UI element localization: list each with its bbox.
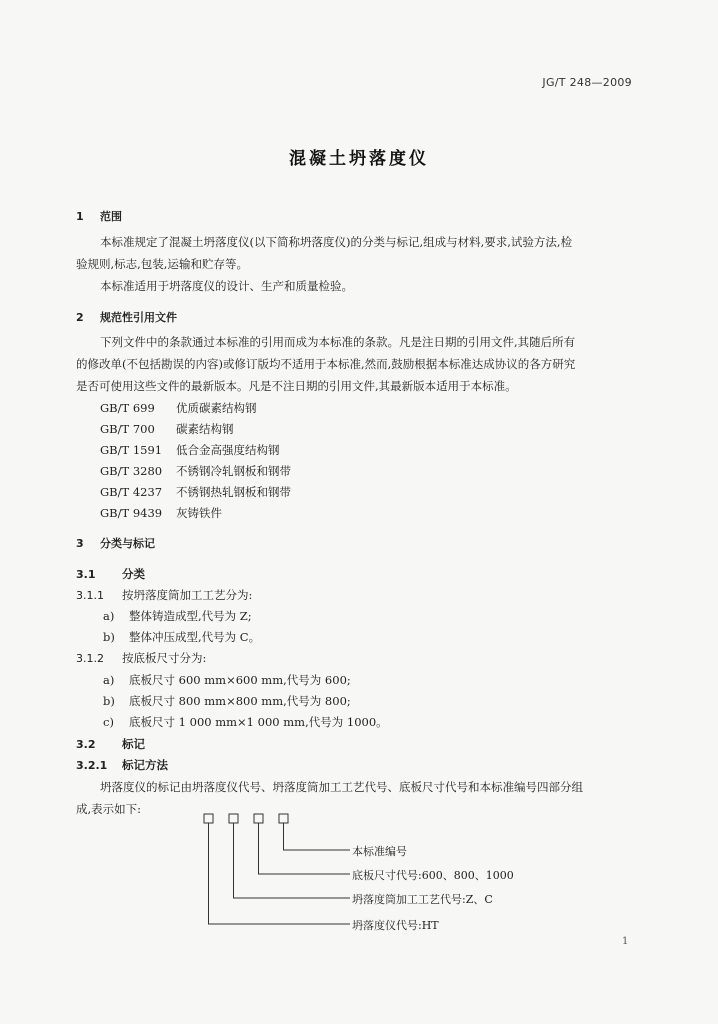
section-number: 2 bbox=[76, 311, 84, 324]
reference-code: GB/T 1591 bbox=[100, 443, 163, 457]
section-1-scope-paragraph: 本标准适用于坍落度仪的设计、生产和质量检验。 bbox=[100, 279, 353, 293]
reference-name: 碳素结构钢 bbox=[176, 422, 234, 436]
list-text: 底板尺寸 800 mm×800 mm,代号为 800; bbox=[129, 694, 351, 708]
clause-title: 标记方法 bbox=[122, 758, 168, 772]
section-title: 规范性引用文件 bbox=[100, 311, 177, 324]
clause-number: 3.2.1 bbox=[76, 759, 108, 772]
page-number: 1 bbox=[622, 936, 629, 947]
reference-name: 灰铸铁件 bbox=[176, 506, 222, 520]
reference-name: 优质碳素结构钢 bbox=[176, 401, 257, 415]
diagram-label: 坍落度仪代号:HT bbox=[352, 919, 439, 932]
diagram-label: 底板尺寸代号:600、800、1000 bbox=[352, 869, 514, 882]
list-marker: a) bbox=[103, 609, 115, 623]
clause-text: 按底板尺寸分为: bbox=[122, 651, 207, 665]
list-marker: c) bbox=[103, 715, 114, 729]
clause-title: 分类 bbox=[122, 567, 145, 581]
section-2-paragraph-line: 是否可使用这些文件的最新版本。凡是不注日期的引用文件,其最新版本适用于本标准。 bbox=[76, 379, 517, 393]
clause-number: 3.1.2 bbox=[76, 652, 104, 665]
section-1-paragraph-line: 验规则,标志,包装,运输和贮存等。 bbox=[76, 257, 248, 271]
marking-paragraph-line: 成,表示如下: bbox=[76, 802, 142, 816]
diagram-label: 坍落度筒加工工艺代号:Z、C bbox=[352, 893, 493, 906]
marking-box bbox=[229, 814, 238, 823]
section-title: 范围 bbox=[100, 210, 122, 223]
reference-name: 不锈钢冷轧钢板和钢带 bbox=[176, 464, 291, 478]
list-text: 底板尺寸 1 000 mm×1 000 mm,代号为 1000。 bbox=[129, 715, 388, 729]
reference-code: GB/T 3280 bbox=[100, 464, 163, 478]
list-text: 底板尺寸 600 mm×600 mm,代号为 600; bbox=[129, 673, 351, 687]
marking-box bbox=[254, 814, 263, 823]
list-marker: b) bbox=[103, 630, 115, 644]
list-text: 整体冲压成型,代号为 C。 bbox=[129, 630, 261, 644]
section-number: 3 bbox=[76, 537, 84, 550]
clause-text: 按坍落度筒加工工艺分为: bbox=[122, 588, 253, 602]
reference-name: 不锈钢热轧钢板和钢带 bbox=[176, 485, 291, 499]
clause-title: 标记 bbox=[122, 737, 145, 751]
list-marker: a) bbox=[103, 673, 115, 687]
standard-number: JG/T 248—2009 bbox=[542, 76, 632, 89]
list-text: 整体铸造成型,代号为 Z; bbox=[129, 609, 252, 623]
reference-code: GB/T 4237 bbox=[100, 485, 163, 499]
leader-line bbox=[284, 823, 351, 850]
reference-name: 低合金高强度结构钢 bbox=[176, 443, 280, 457]
leader-line bbox=[259, 823, 351, 874]
list-marker: b) bbox=[103, 694, 115, 708]
document-title: 混凝土坍落度仪 bbox=[289, 149, 429, 169]
marking-box bbox=[204, 814, 213, 823]
marking-box bbox=[279, 814, 288, 823]
reference-code: GB/T 700 bbox=[100, 422, 155, 436]
clause-number: 3.1.1 bbox=[76, 589, 104, 602]
section-title: 分类与标记 bbox=[100, 537, 155, 550]
reference-code: GB/T 699 bbox=[100, 401, 155, 415]
leader-line bbox=[234, 823, 351, 898]
clause-number: 3.2 bbox=[76, 738, 96, 751]
reference-code: GB/T 9439 bbox=[100, 506, 163, 520]
marking-paragraph-line: 坍落度仪的标记由坍落度仪代号、坍落度筒加工工艺代号、底板尺寸代号和本标准编号四部分组 bbox=[100, 780, 583, 794]
section-2-paragraph-line: 的修改单(不包括勘误的内容)或修订版均不适用于本标准,然而,鼓励根据本标准达成协议的各方研究 bbox=[76, 357, 576, 371]
section-2-paragraph-line: 下列文件中的条款通过本标准的引用而成为本标准的条款。凡是注日期的引用文件,其随后所有 bbox=[100, 335, 576, 349]
clause-number: 3.1 bbox=[76, 568, 96, 581]
diagram-label: 本标准编号 bbox=[352, 845, 407, 858]
section-1-paragraph-line: 本标准规定了混凝土坍落度仪(以下简称坍落度仪)的分类与标记,组成与材料,要求,试验方法,检 bbox=[100, 235, 573, 249]
section-number: 1 bbox=[76, 210, 84, 223]
